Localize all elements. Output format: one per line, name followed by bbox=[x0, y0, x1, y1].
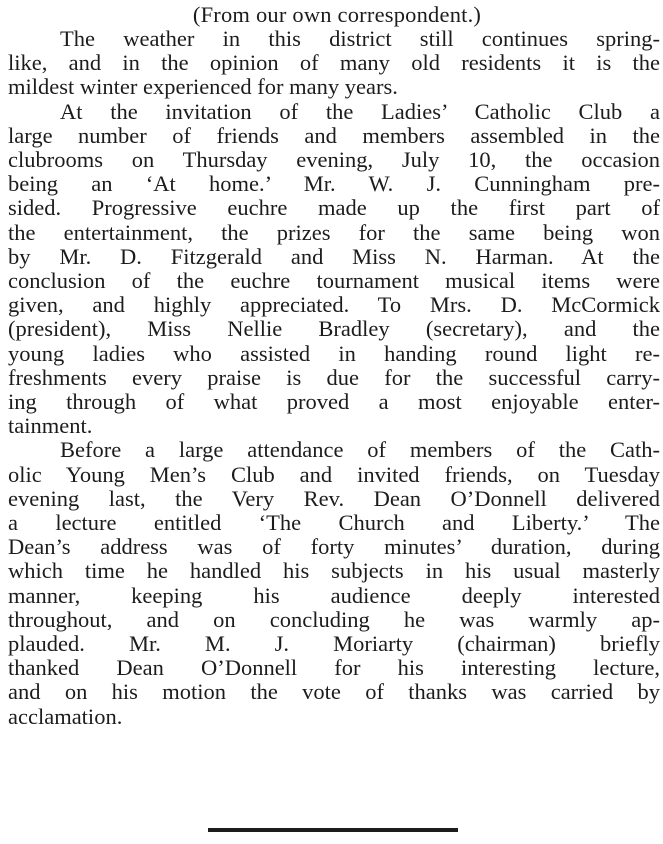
text-line: mildest winter experienced for many years. bbox=[8, 74, 398, 100]
paragraph-mens-club-lecture bbox=[8, 438, 660, 728]
text-line: like, and in the opinion of many old residents it is the bbox=[8, 50, 660, 76]
text-line: sided. Progressive euchre made up the first part of bbox=[8, 195, 660, 221]
text-line: young ladies who assisted in handing round light re- bbox=[8, 340, 660, 366]
text-line: At the invitation of the Ladies’ Catholic Club a bbox=[60, 98, 660, 124]
text-line: given, and highly appreciated. To Mrs. D. McCormick bbox=[8, 292, 660, 318]
text-line: The weather in this district still continues spring- bbox=[60, 26, 660, 51]
text-line: freshments every praise is due for the successful carry- bbox=[8, 364, 660, 390]
text-line: clubrooms on Thursday evening, July 10, the occasion bbox=[8, 147, 660, 173]
text-line: evening last, the Very Rev. Dean O’Donnell delivered bbox=[8, 485, 660, 511]
text-line: large number of friends and members assembled in the bbox=[8, 122, 660, 148]
paragraph-weather bbox=[8, 27, 660, 100]
dateline: (From our own correspondent.) bbox=[192, 2, 482, 27]
text-line: plauded. Mr. M. J. Moriarty (chairman) briefly bbox=[8, 631, 660, 657]
text-line: tainment. bbox=[8, 413, 93, 439]
text-line: Dean’s address was of forty minutes’ duration, during bbox=[8, 534, 660, 560]
text-line: ing through of what proved a most enjoyable enter- bbox=[8, 389, 660, 415]
text-line: acclamation. bbox=[8, 703, 123, 729]
text-line: which time he handled his subjects in his usual masterly bbox=[8, 558, 660, 584]
text-line: a lecture entitled ‘The Church and Liberty.’ The bbox=[8, 510, 660, 536]
text-line: throughout, and on concluding he was warmly ap- bbox=[8, 606, 660, 632]
text-line: manner, keeping his audience deeply interested bbox=[8, 582, 660, 608]
text-line: thanked Dean O’Donnell for his interesting lecture, bbox=[8, 655, 660, 681]
text-line: olic Young Men’s Club and invited friends, on Tuesday bbox=[8, 461, 660, 487]
text-line: and on his motion the vote of thanks was carried by bbox=[8, 679, 660, 705]
text-line: conclusion of the euchre tournament musical items were bbox=[8, 268, 660, 294]
paragraph-ladies-club bbox=[8, 100, 660, 439]
section-divider bbox=[208, 828, 458, 832]
text-line: by Mr. D. Fitzgerald and Miss N. Harman. At the bbox=[8, 243, 660, 269]
text-line: being an ‘At home.’ Mr. W. J. Cunningham pre- bbox=[8, 171, 660, 197]
text-line: the entertainment, the prizes for the same being won bbox=[8, 219, 660, 245]
article-column bbox=[8, 2, 660, 729]
text-line: Before a large attendance of members of the Cath- bbox=[60, 437, 660, 463]
text-line: (president), Miss Nellie Bradley (secretary), and the bbox=[8, 316, 660, 342]
